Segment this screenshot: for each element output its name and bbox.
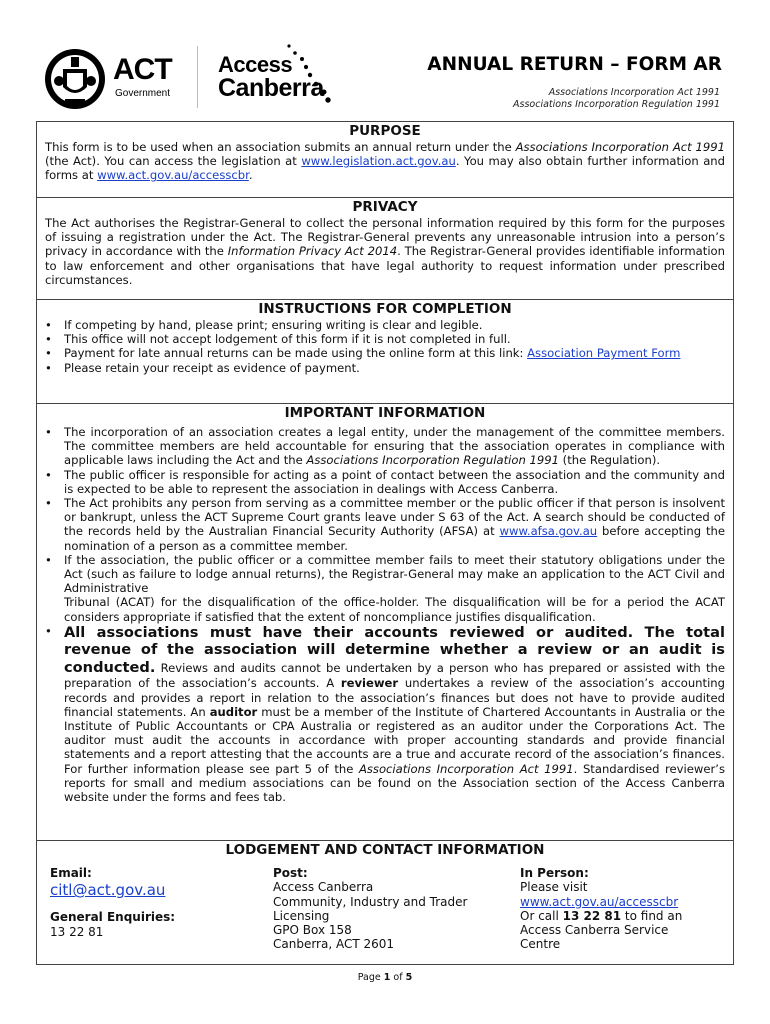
- important-heading: IMPORTANT INFORMATION: [284, 405, 486, 421]
- audit-act-name: Associations Incorporation Act 1991: [358, 761, 574, 776]
- important-item-1-text: The incorporation of an association creates a legal entity, under the management of the committee members. The committee members are held accountable for ensuring that the association operates in compliance with applicable laws including the Act and the: [64, 425, 725, 468]
- instruction-item-1: • If competing by hand, please print; ensuring writing is clear and legible.: [64, 318, 725, 332]
- legislation-reference: [513, 87, 720, 111]
- purpose-section: [37, 122, 733, 183]
- afsa-link[interactable]: www.afsa.gov.au: [499, 524, 598, 539]
- in-person-label: In Person:: [520, 866, 589, 880]
- accesscbr-link[interactable]: www.act.gov.au/accesscbr: [97, 168, 249, 183]
- important-item-incorporation: [64, 425, 725, 468]
- act-reference: Associations Incorporation Act 1991: [548, 87, 720, 98]
- instructions-list: [37, 318, 733, 375]
- reviewer-term: reviewer: [340, 676, 399, 691]
- purpose-text-1: This form is to be used when an association submits an annual return under the: [45, 140, 516, 154]
- post-line-1: Access Canberra: [273, 880, 374, 895]
- auditor-term: auditor: [209, 704, 258, 719]
- page-number: 1: [383, 972, 391, 983]
- post-contact-column: [273, 866, 467, 952]
- purpose-text-3: . You may also obtain further information and forms at: [45, 154, 726, 183]
- privacy-text-1: The Act authorises the Registrar-General to collect the personal information required by this form for the purposes of issuing a registration under the Act. The Registrar-General prevents any unreasonable intrusion into a person’s privacy in accordance with the: [45, 216, 725, 259]
- audit-text-1: Reviews and audits cannot be undertaken by a person who has prepared or assisted with the preparation of the association’s accounts. A: [64, 660, 725, 691]
- important-item-audit: [64, 624, 725, 804]
- important-item-disqualification: [64, 553, 725, 624]
- instructions-section: [37, 299, 733, 375]
- important-list: [37, 425, 733, 804]
- privacy-text: [45, 216, 725, 287]
- privacy-act-name: Information Privacy Act 2014: [227, 244, 398, 259]
- in-person-call-text: Or call: [520, 908, 563, 923]
- general-enquiries-label: General Enquiries:: [50, 910, 176, 925]
- page-word: Page: [357, 972, 381, 983]
- purpose-heading: PURPOSE: [349, 123, 421, 139]
- general-enquiries-number: 13 22 81: [50, 924, 104, 939]
- form-title: ANNUAL RETURN – FORM AR: [427, 54, 722, 75]
- in-person-accesscbr-link[interactable]: www.act.gov.au/accesscbr: [520, 894, 679, 909]
- logo-divider: [197, 46, 198, 108]
- act-government-logo: [43, 43, 203, 119]
- important-item-4-part-1: If the association, the public officer or a committee member fails to meet their statutory obligations under the Act (such as failure to lodge annual returns), the Registrar-General may make an application to the ACT Civil and Administrative: [64, 552, 725, 596]
- important-item-3-text: The Act prohibits any person from serving as a committee member or the public officer if that person is insolvent or bankrupt, unless the ACT Supreme Court grants leave under S 63 of the Act. A search should be conducted of the records held by the Australian Financial Security Authority (AFSA) at: [64, 496, 725, 539]
- instruction-item-4: • Please retain your receipt as evidence of payment.: [64, 361, 725, 375]
- lodgement-section: [37, 840, 733, 965]
- access-canberra-word-1: Access: [218, 52, 293, 77]
- privacy-heading: PRIVACY: [352, 199, 418, 215]
- in-person-line-1: Please visit: [520, 880, 588, 895]
- form-frame: [36, 121, 734, 965]
- email-link[interactable]: citl@act.gov.au: [50, 881, 166, 900]
- post-label: Post:: [273, 866, 308, 880]
- important-item-public-officer: • The public officer is responsible for acting as a point of contact between the association and the community and is expected to be able to represent the association in dealings with Access Canberra.: [64, 468, 725, 496]
- access-canberra-word-2: Canberra: [218, 74, 324, 102]
- instruction-item-3: [64, 346, 725, 360]
- act-crest-icon: [43, 43, 107, 117]
- email-contact-column: [50, 866, 175, 939]
- important-item-4-part-2: Tribunal (ACAT) for the disqualification of the office-holder. The disqualification will be for a period the ACAT considers appropriate if satisfied that the extent of noncompliance justifies disqualification.: [64, 595, 725, 624]
- in-person-contact-column: [520, 866, 682, 952]
- in-person-phone: 13 22 81: [562, 908, 622, 923]
- audit-text-2: undertakes a review of the association’s accounting records and provides a report in relation to the association’s finances but does not have to provide audited financial statements. An: [64, 676, 725, 719]
- lodgement-heading: LODGEMENT AND CONTACT INFORMATION: [225, 842, 545, 858]
- regulation-reference: Associations Incorporation Regulation 1991: [513, 99, 720, 110]
- email-label: Email:: [50, 866, 92, 880]
- purpose-text: [45, 140, 725, 183]
- post-line-3: Licensing: [273, 908, 330, 923]
- act-logo-word: ACT: [113, 53, 172, 86]
- important-item-3-end: before accepting the nomination of a person as a committee member.: [64, 524, 725, 553]
- post-line-4: GPO Box 158: [273, 923, 352, 938]
- page-total: 5: [405, 972, 413, 983]
- post-line-5: Canberra, ACT 2601: [273, 937, 395, 952]
- instruction-item-3-text: Payment for late annual returns can be made using the online form at this link:: [64, 346, 528, 361]
- in-person-line-3: Access Canberra Service: [520, 923, 669, 938]
- audit-text-3: must be a member of the Institute of Chartered Accountants in Australia or the Institute of Public Accountants or CPA Australia or registered as an auditor under the Corporations Act. The auditor must audit the accounts in accordance with proper accounting standards and provide financial statements and a report attesting that the accounts are a true and accurate record of the association’s finances. For further information please see part 5 of the: [64, 704, 725, 776]
- audit-text-4: . Standardised reviewer’s reports for small and medium associations can be found on the Association section of the Access Canberra website under the forms and fees tab.: [64, 761, 725, 804]
- in-person-line-4: Centre: [520, 937, 561, 952]
- in-person-find-text: to find an: [621, 908, 683, 923]
- instructions-heading: INSTRUCTIONS FOR COMPLETION: [258, 301, 512, 317]
- access-canberra-logo: [218, 44, 358, 114]
- page-footer: [0, 972, 770, 983]
- post-line-2: Community, Industry and Trader: [273, 894, 468, 909]
- important-item-1-end: (the Regulation).: [559, 453, 661, 468]
- in-person-line-2: [520, 909, 682, 923]
- audit-requirement-bold: All associations must have their accounts reviewed or audited. The total revenue of the association will determine whether a review or an audit is conducted.: [64, 623, 725, 676]
- purpose-act-name: Associations Incorporation Act 1991: [515, 140, 726, 154]
- important-item-prohibition: [64, 496, 725, 553]
- instruction-item-2: • This office will not accept lodgement of this form if it is not completed in full.: [64, 332, 725, 346]
- important-section: [37, 403, 733, 804]
- association-payment-form-link[interactable]: Association Payment Form: [527, 346, 681, 361]
- purpose-text-4: .: [248, 168, 253, 183]
- privacy-text-2: . The Registrar-General provides identifiable information to law enforcement and other organisations that have legal authority to request information under prescribed circumstances.: [45, 244, 725, 287]
- of-word: of: [393, 972, 403, 983]
- purpose-text-2: (the Act). You can access the legislation at: [45, 154, 302, 169]
- privacy-section: [37, 197, 733, 287]
- act-logo-subtitle: Government: [115, 88, 171, 99]
- legislation-link[interactable]: www.legislation.act.gov.au: [301, 154, 456, 169]
- important-item-1-regulation: Associations Incorporation Regulation 1991: [306, 453, 559, 468]
